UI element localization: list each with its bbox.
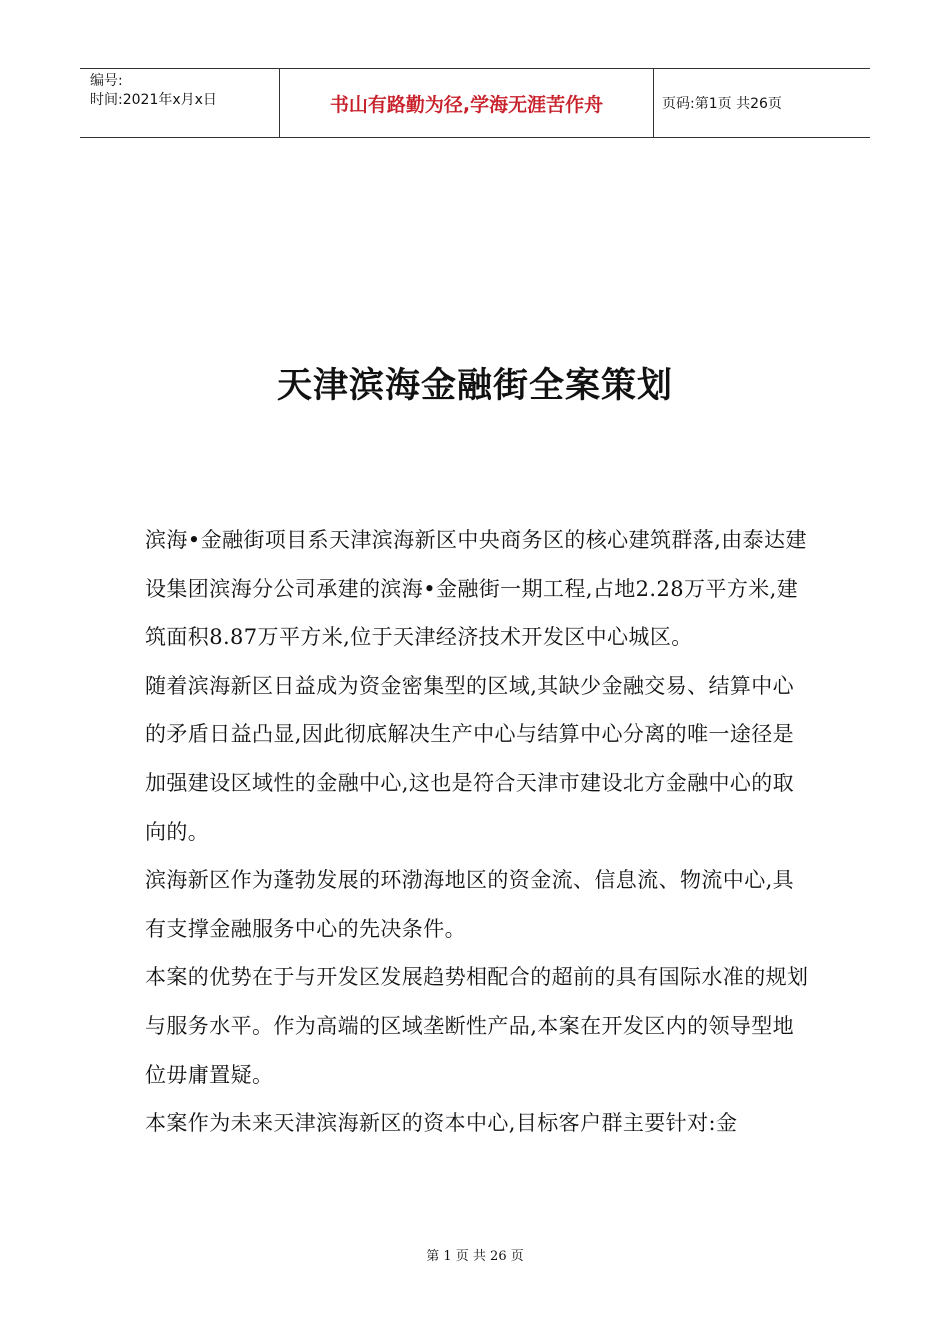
- number-label: 编号:: [90, 73, 123, 89]
- paragraph: 滨海新区作为蓬勃发展的环渤海地区的资金流、信息流、物流中心,具有支撑金融服务中心的先决条件。: [145, 868, 795, 941]
- header-page-info: 页码:第1页 共26页: [662, 96, 782, 112]
- page-header: [80, 68, 870, 138]
- paragraph: 本案的优势在于与开发区发展趋势相配合的超前的具有国际水准的规划与服务水平。作为高端的区域垄断性产品,本案在开发区内的领导型地位毋庸置疑。: [145, 965, 809, 1087]
- page-footer: 第 1 页 共 26 页: [426, 1249, 524, 1264]
- document-body: [145, 516, 815, 1148]
- paragraph: 本案作为未来天津滨海新区的资本中心,目标客户群主要针对:金: [145, 1111, 738, 1136]
- header-motto: 书山有路勤为径,学海无涯苦作舟: [280, 69, 654, 137]
- paragraph: 随着滨海新区日益成为资金密集型的区域,其缺少金融交易、结算中心的矛盾日益凸显,因此彻底解决生产中心与结算中心分离的唯一途径是加强建设区域性的金融中心,这也是符合天津市建设北方金融中心的取向的。: [145, 673, 795, 844]
- paragraph: 滨海•金融街项目系天津滨海新区中央商务区的核心建筑群落,由泰达建设集团滨海分公司承建的滨海•金融街一期工程,占地2.28万平方米,建筑面积8.87万平方米,位于天津经济技术开发区中心城区。: [145, 528, 807, 650]
- time-label: 时间:2021年x月x日: [90, 92, 217, 108]
- header-meta: [80, 69, 280, 137]
- document-title: 天津滨海金融街全案策划: [276, 365, 673, 406]
